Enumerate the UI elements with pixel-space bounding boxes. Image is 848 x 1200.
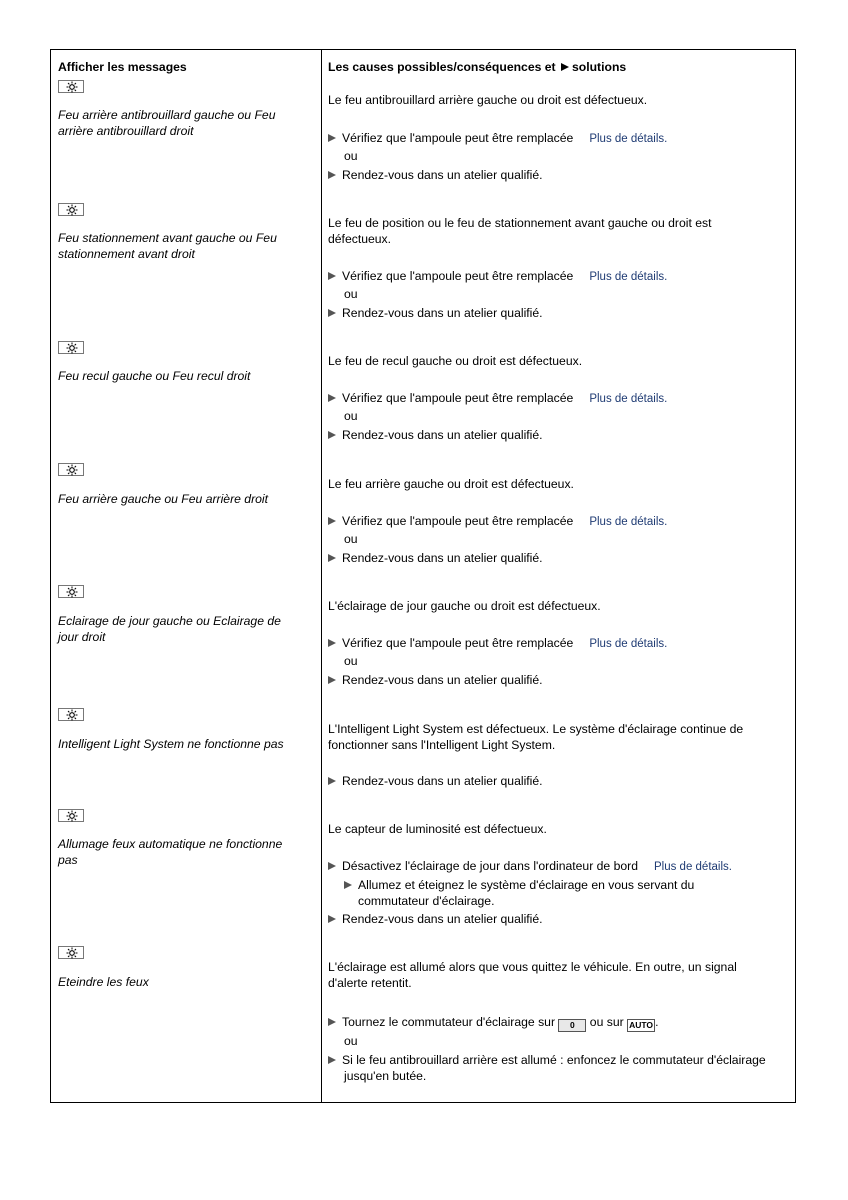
- cause-text: L'éclairage de jour gauche ou droit est défectueux.: [328, 599, 601, 613]
- light-bulb-warning-icon: [58, 585, 84, 598]
- action-item: Tournez le commutateur d'éclairage sur 0 ou sur AUTO .: [328, 1014, 658, 1032]
- cause-text: Le feu antibrouillard arrière gauche ou droit est défectueux.: [328, 93, 648, 107]
- or-text: ou: [344, 149, 358, 163]
- column-divider: [321, 50, 322, 1102]
- action-item: Rendez-vous dans un atelier qualifié.: [328, 911, 543, 927]
- action-item: Rendez-vous dans un atelier qualifié.: [328, 167, 543, 183]
- light-bulb-warning-icon: [58, 708, 84, 721]
- message-text: stationnement avant droit: [58, 247, 195, 261]
- cause-text: Le feu de position ou le feu de stationnement avant gauche ou droit est: [328, 216, 712, 230]
- message-table: [50, 49, 796, 1103]
- sub-action-text: commutateur d'éclairage.: [358, 894, 495, 908]
- cause-text: fonctionner sans l'Intelligent Light System.: [328, 738, 556, 752]
- action-item: Rendez-vous dans un atelier qualifié.: [328, 672, 543, 688]
- light-bulb-warning-icon: [58, 341, 84, 354]
- light-bulb-warning-icon: [58, 946, 84, 959]
- or-text: ou: [344, 409, 358, 423]
- action-item: Si le feu antibrouillard arrière est allumé : enfoncez le commutateur d'éclairage: [328, 1052, 766, 1068]
- action-item: Rendez-vous dans un atelier qualifié.: [328, 550, 543, 566]
- message-text: jour droit: [58, 630, 106, 644]
- message-text: Intelligent Light System ne fonctionne pas: [58, 737, 284, 751]
- action-text: jusqu'en butée.: [344, 1069, 427, 1083]
- details-link[interactable]: Plus de détails: [653, 861, 729, 873]
- light-bulb-warning-icon: [58, 463, 84, 476]
- header-right: Les causes possibles/conséquences et solutions: [328, 60, 627, 74]
- details-link[interactable]: Plus de détails: [589, 133, 665, 145]
- cause-text: Le feu de recul gauche ou droit est défectueux.: [328, 354, 583, 368]
- message-text: Allumage feux automatique ne fonctionne: [58, 837, 283, 851]
- cause-text: Le feu arrière gauche ou droit est défectueux.: [328, 477, 574, 491]
- action-item: Vérifiez que l'ampoule peut être remplacée Plus de détails.: [328, 268, 667, 285]
- message-text: Feu arrière gauche ou Feu arrière droit: [58, 492, 269, 506]
- cause-text: L'éclairage est allumé alors que vous quittez le véhicule. En outre, un signal: [328, 960, 737, 974]
- message-text: Feu arrière antibrouillard gauche ou Feu: [58, 108, 276, 122]
- action-item: Rendez-vous dans un atelier qualifié.: [328, 427, 543, 443]
- or-text: ou: [344, 287, 358, 301]
- action-item: Désactivez l'éclairage de jour dans l'ordinateur de bord Plus de détails.: [328, 858, 732, 875]
- details-link[interactable]: Plus de détails: [589, 271, 665, 283]
- action-item: Rendez-vous dans un atelier qualifié.: [328, 773, 543, 789]
- action-item: Vérifiez que l'ampoule peut être remplacée Plus de détails.: [328, 130, 667, 147]
- details-link[interactable]: Plus de détails: [589, 393, 665, 405]
- message-text: pas: [58, 853, 78, 867]
- message-text: Eclairage de jour gauche ou Eclairage de: [58, 614, 281, 628]
- or-text: ou: [344, 654, 358, 668]
- cause-text: Le capteur de luminosité est défectueux.: [328, 822, 547, 836]
- light-switch-0-icon: 0: [558, 1019, 586, 1032]
- message-text: Eteindre les feux: [58, 975, 149, 989]
- header-left: Afficher les messages: [58, 60, 187, 74]
- action-item: Vérifiez que l'ampoule peut être remplacée Plus de détails.: [328, 390, 667, 407]
- light-switch-auto-icon: AUTO: [627, 1019, 655, 1032]
- sub-action-item: Allumez et éteignez le système d'éclairage en vous servant du: [344, 877, 694, 893]
- message-text: arrière antibrouillard droit: [58, 124, 194, 138]
- action-item: Rendez-vous dans un atelier qualifié.: [328, 305, 543, 321]
- details-link[interactable]: Plus de détails: [589, 638, 665, 650]
- light-bulb-warning-icon: [58, 809, 84, 822]
- or-text: ou: [344, 1034, 358, 1048]
- message-text: Feu recul gauche ou Feu recul droit: [58, 369, 251, 383]
- light-bulb-warning-icon: [58, 203, 84, 216]
- or-text: ou: [344, 532, 358, 546]
- message-text: Feu stationnement avant gauche ou Feu: [58, 231, 277, 245]
- action-item: Vérifiez que l'ampoule peut être remplacée Plus de détails.: [328, 635, 667, 652]
- details-link[interactable]: Plus de détails: [589, 516, 665, 528]
- light-bulb-warning-icon: [58, 80, 84, 93]
- cause-text: L'Intelligent Light System est défectueux. Le système d'éclairage continue de: [328, 722, 744, 736]
- cause-text: défectueux.: [328, 232, 392, 246]
- cause-text: d'alerte retentit.: [328, 976, 412, 990]
- action-item: Vérifiez que l'ampoule peut être remplacée Plus de détails.: [328, 513, 667, 530]
